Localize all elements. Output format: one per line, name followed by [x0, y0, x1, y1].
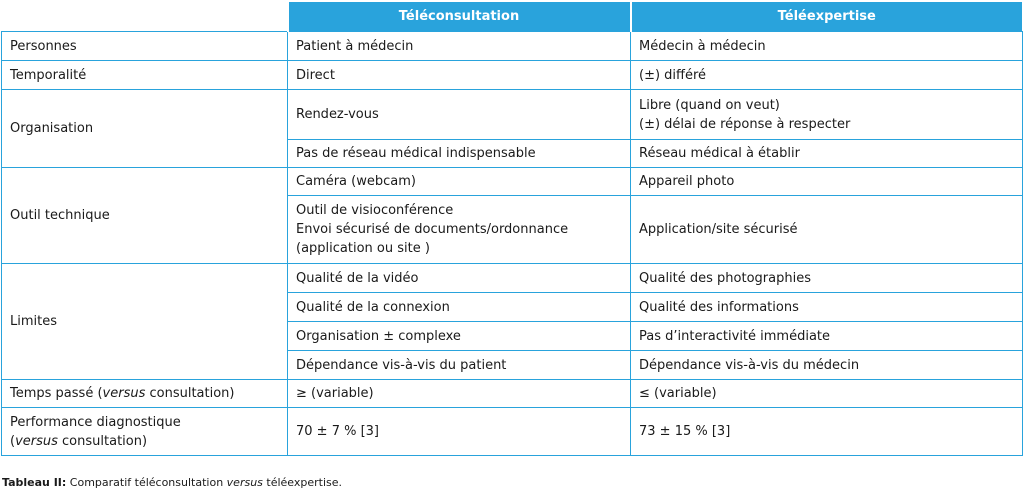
row-label-organisation: Organisation [2, 90, 288, 168]
cell-line: Envoi sécurisé de documents/ordonnance [296, 222, 569, 237]
cell-line: Libre (quand on veut) [639, 97, 780, 113]
table-row [2, 264, 1023, 293]
cell-expert-performance: 73 ± 15 % [3] [631, 408, 1023, 456]
cell-expert-outil-1: Appareil photo [631, 168, 1023, 196]
cell-tele-limites-3: Organisation ± complexe [288, 322, 631, 351]
label-text: Temps passé ( [10, 386, 103, 401]
cell-expert-personnes: Médecin à médecin [631, 32, 1023, 61]
cell-tele-temps: ≥ (variable) [288, 380, 631, 408]
row-label-outil: Outil technique [2, 168, 288, 264]
cell-line [10, 432, 279, 451]
label-text: ( [10, 433, 16, 449]
cell-line: (±) délai de réponse à respecter [639, 116, 851, 132]
label-text: consultation) [57, 433, 148, 449]
cell-line: (application ou site ) [296, 241, 430, 256]
table-row [2, 408, 1023, 456]
header-row [2, 2, 1023, 32]
header-teleexpertise: Téléexpertise [631, 2, 1023, 32]
cell-expert-temps: ≤ (variable) [631, 380, 1023, 408]
cell-tele-limites-1: Qualité de la vidéo [288, 264, 631, 293]
cell-expert-organisation-1 [631, 90, 1023, 140]
cell-expert-organisation-2: Réseau médical à établir [631, 140, 1023, 168]
cell-tele-performance: 70 ± 7 % [3] [288, 408, 631, 456]
cell-expert-limites-3: Pas d’interactivité immédiate [631, 322, 1023, 351]
table-row [2, 380, 1023, 408]
table-row [2, 32, 1023, 61]
row-label-temporalite: Temporalité [2, 61, 288, 90]
cell-tele-personnes: Patient à médecin [288, 32, 631, 61]
caption-emphasis: versus [226, 476, 263, 489]
cell-line: Outil de visioconférence [296, 203, 454, 218]
table-caption [2, 476, 342, 489]
cell-expert-limites-4: Dépendance vis-à-vis du médecin [631, 351, 1023, 380]
cell-expert-temporalite: (±) différé [631, 61, 1023, 90]
caption-text: Comparatif téléconsultation [66, 476, 227, 489]
table-row [2, 90, 1023, 140]
row-label-temps [2, 380, 288, 408]
cell-expert-outil-2: Application/site sécurisé [631, 196, 1023, 264]
cell-tele-outil-1: Caméra (webcam) [288, 168, 631, 196]
header-empty-cell [2, 2, 288, 32]
label-emphasis: versus [15, 433, 58, 449]
cell-tele-outil-2 [288, 196, 631, 264]
cell-line: Performance diagnostique [10, 414, 181, 430]
cell-tele-organisation-2: Pas de réseau médical indispensable [288, 140, 631, 168]
table-row [2, 168, 1023, 196]
caption-label: Tableau II: [2, 476, 67, 489]
row-label-personnes: Personnes [2, 32, 288, 61]
cell-expert-limites-2: Qualité des informations [631, 293, 1023, 322]
comparison-table [1, 1, 1023, 456]
cell-tele-temporalite: Direct [288, 61, 631, 90]
cell-tele-limites-4: Dépendance vis-à-vis du patient [288, 351, 631, 380]
cell-tele-limites-2: Qualité de la connexion [288, 293, 631, 322]
caption-text: téléexpertise. [262, 476, 343, 489]
cell-tele-organisation-1: Rendez-vous [288, 90, 631, 140]
row-label-limites: Limites [2, 264, 288, 380]
table-row [2, 61, 1023, 90]
cell-expert-limites-1: Qualité des photographies [631, 264, 1023, 293]
label-emphasis: versus [102, 386, 146, 401]
row-label-performance [2, 408, 288, 456]
label-text: consultation) [145, 386, 235, 401]
header-teleconsultation: Téléconsultation [288, 2, 631, 32]
